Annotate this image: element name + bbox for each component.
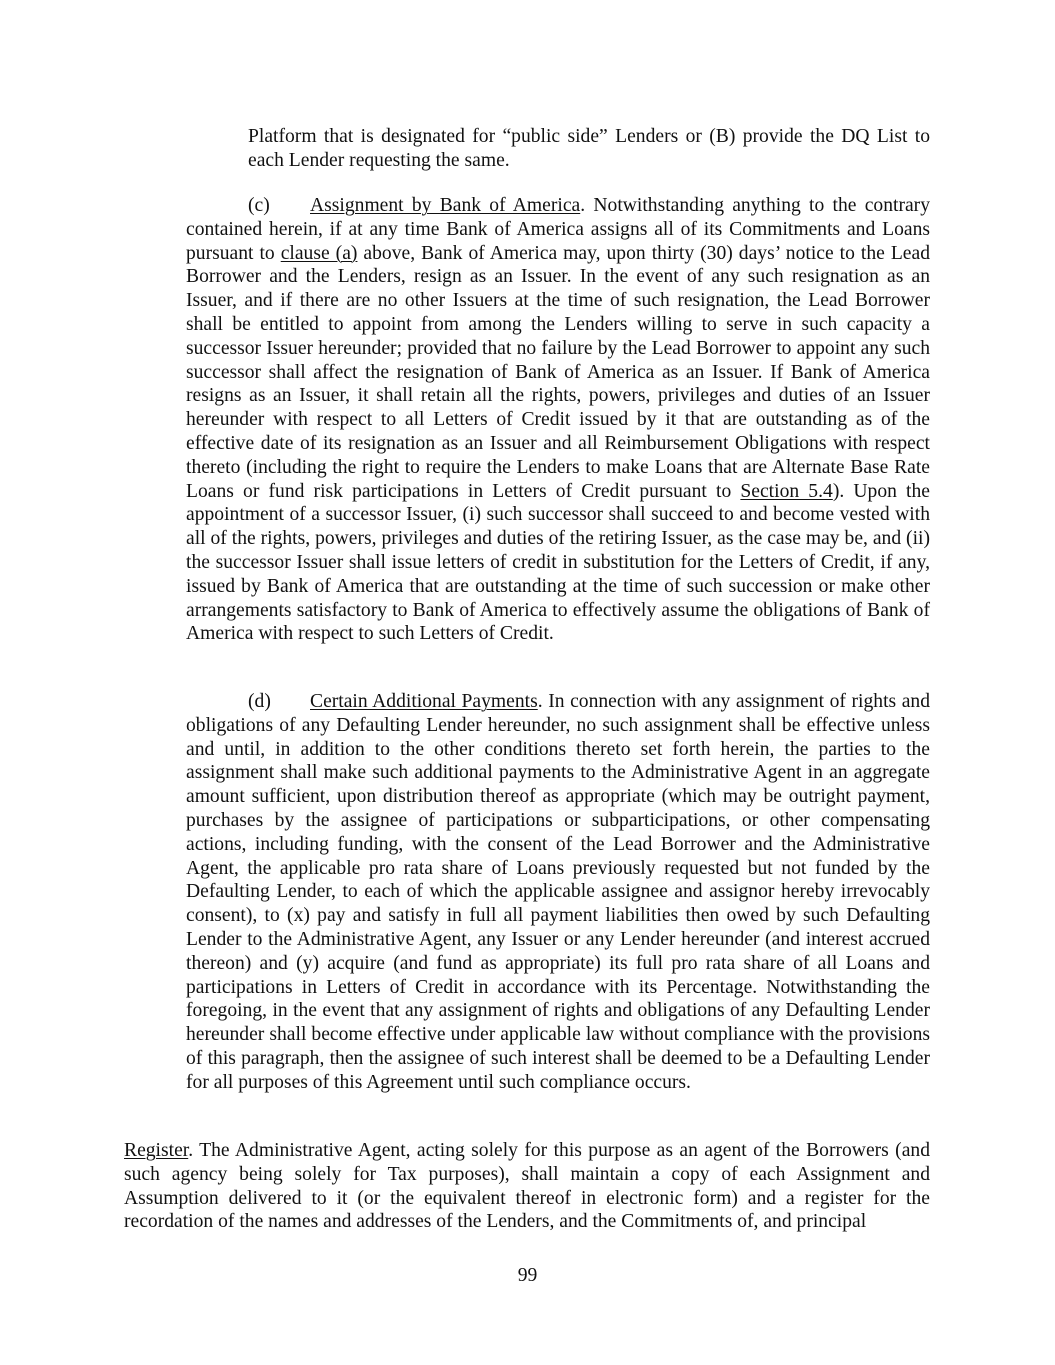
section-c-label: (c) [248,195,270,216]
section-d-label: (d) [248,691,271,712]
section-c-paragraph [186,194,930,646]
register-heading: Register [124,1140,189,1161]
register-paragraph [124,1139,930,1234]
clause-a-reference: clause (a) [280,242,358,264]
continuation-text: Platform that is designated for “public side” Lenders or (B) provide the DQ List to each Lender requesting the same. [248,126,930,171]
section-d-text: . In connection with any assignment of rights and obligations of any Defaulting Lender hereunder, no such assignment shall be effective unless and until, in addition to the other conditions thereto set forth herein, the parties to the assignment shall make such additional payments to the Administrative Agent in an aggregate amount sufficient, upon distribution thereof as appropriate (which may be outright payment, purchases by the assignee of participations or subparticipations, or other compensating actions, including funding, with the consent of the Lead Borrower and the Administrative Agent, the applicable pro rata share of Loans previously requested but not funded by the Defaulting Lender, to each of which the applicable assignee and assignor hereby irrevocably consent), to (x) pay and satisfy in full all payment liabilities then owed by such Defaulting Lender to the Administrative Agent, any Issuer or any Lender hereunder (and interest accrued thereon) and (y) acquire (and fund as appropriate) its full pro rata share of all Loans and participations in Letters of Credit in accordance with its Percentage. Notwithstanding the foregoing, in the event that any assignment of rights and obligations of any Defaulting Lender hereunder shall become effective under applicable law without compliance with the provisions of this paragraph, then the assignee of such interest shall be deemed to be a Defaulting Lender for all purposes of this Agreement until such compliance occurs. [186,691,930,1093]
section-d-paragraph [186,690,930,1095]
section-c-heading: Assignment by Bank of America [310,195,581,216]
page-number: 99 [517,1265,538,1286]
section-c-text-2: above, Bank of America may, upon thirty (30) days’ notice to the Lead Borrower and the Lenders, resign as an Issuer. In the event of any such resignation as an Issuer, and if there are no other Issuers at the time of such resignation, the Lead Borrower shall be entitled to appoint from among the Lenders willing to serve in such capacity a successor Issuer hereunder; provided that no failure by the Lead Borrower to appoint any such successor shall affect the resignation of Bank of America as an Issuer. If Bank of America resigns as an Issuer, it shall retain all the rights, powers, privileges and duties of an Issuer hereunder with respect to all Letters of Credit issued by it that are outstanding as of the effective date of its resignation as an Issuer and all Reimbursement Obligations with respect thereto (including the right to require the Lenders to make Loans that are Alternate Base Rate Loans or fund risk participations in Letters of Credit pursuant to [186,242,930,502]
section-5-4-reference: Section 5.4 [740,480,833,502]
register-text: . The Administrative Agent, acting solely for this purpose as an agent of the Borrowers (and such agency being solely for Tax purposes), shall maintain a copy of each Assignment and Assumption delivered to it (or the equivalent thereof in electronic form) and a register for the recordation of the names and addresses of the Lenders, and the Commitments of, and principal [124,1140,930,1233]
section-c-text-3: ). Upon the appointment of a successor Issuer, (i) such successor shall succeed to and become vested with all of the rights, powers, privileges and duties of the retiring Issuer, as the case may be, and (ii) the successor Issuer shall issue letters of credit in substitution for the Letters of Credit, if any, issued by Bank of America that are outstanding at the time of such succession or make other arrangements satisfactory to Bank of America to effectively assume the obligations of Bank of America with respect to such Letters of Credit. [186,480,930,645]
section-c-text-1: . Notwithstanding anything to the contrary contained herein, if at any time Bank of America assigns all of its Commitments and Loans pursuant to [186,195,930,264]
section-d-heading: Certain Additional Payments [310,691,538,712]
continuation-paragraph [248,125,930,173]
